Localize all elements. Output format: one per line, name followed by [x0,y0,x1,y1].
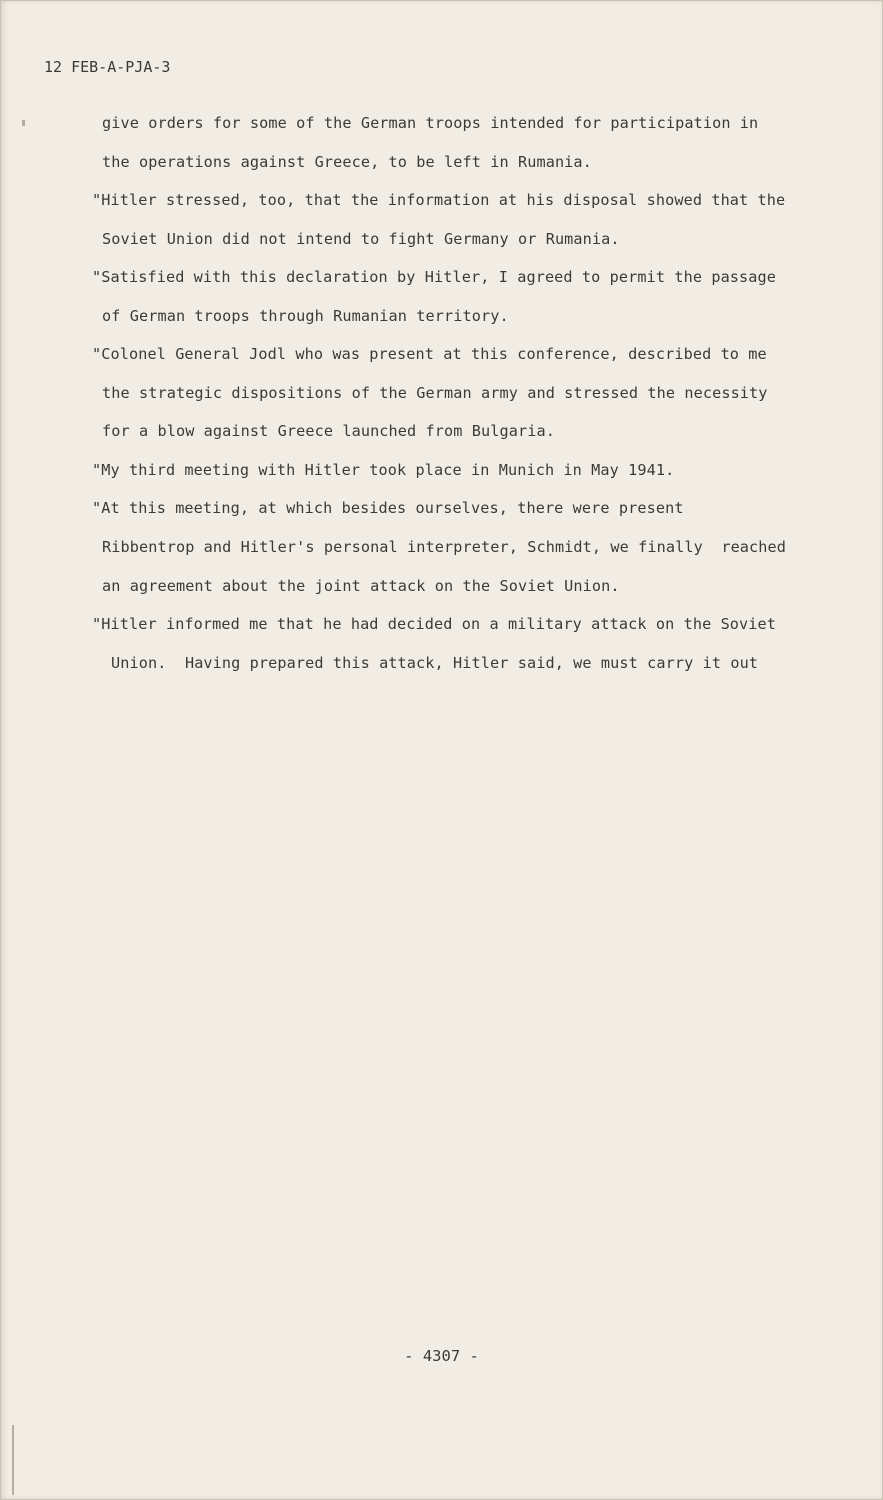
text-line: give orders for some of the German troops intended for participation in [102,114,759,132]
text-line: "Colonel General Jodl who was present at this conference, described to me [92,345,767,363]
page-number: - 4307 - [404,1347,479,1365]
margin-mark [12,1425,14,1495]
text-line: "At this meeting, at which besides ourselves, there were present [92,499,684,517]
text-line: for a blow against Greece launched from Bulgaria. [102,422,555,440]
page-code: 12 FEB-A-PJA-3 [44,58,171,76]
text-line: Union. Having prepared this attack, Hitler said, we must carry it out [111,654,759,672]
text-line: "My third meeting with Hitler took place in Munich in May 1941. [92,461,675,479]
text-line: "Hitler informed me that he had decided on a military attack on the Soviet [92,615,777,633]
text-line: Soviet Union did not intend to fight Germany or Rumania. [102,230,620,248]
margin-mark [22,120,25,126]
text-line: "Satisfied with this declaration by Hitler, I agreed to permit the passage [92,268,777,286]
text-line: of German troops through Rumanian territory. [102,307,509,325]
text-line: the operations against Greece, to be left in Rumania. [102,153,592,171]
text-line: an agreement about the joint attack on the Soviet Union. [102,577,620,595]
text-line: the strategic dispositions of the German army and stressed the necessity [102,384,768,402]
text-line: Ribbentrop and Hitler's personal interpreter, Schmidt, we finally reached [102,538,787,556]
text-line: "Hitler stressed, too, that the information at his disposal showed that the [92,191,786,209]
